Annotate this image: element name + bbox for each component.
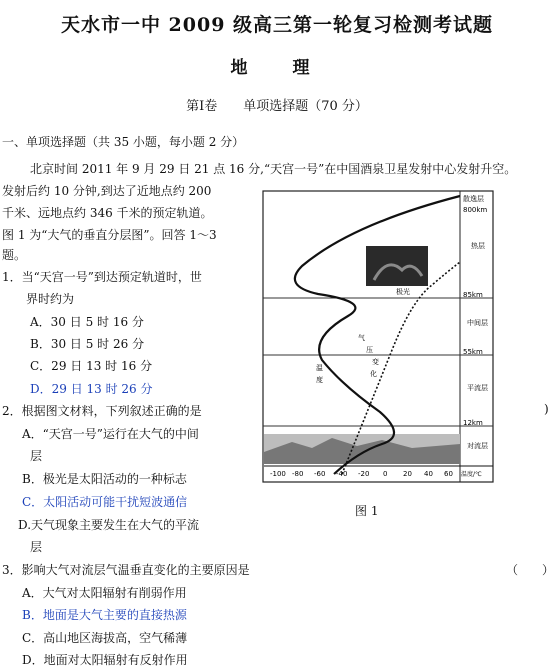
q2-option-a[interactable]: A．“天宫一号”运行在大气的中间 xyxy=(22,427,199,441)
x-tick-label: -60 xyxy=(314,470,326,478)
q1-option-b[interactable]: B．30 日 5 时 26 分 xyxy=(30,337,145,351)
question-3-stem: 3．影响大气对流层气温垂直变化的主要原因是 xyxy=(2,563,250,577)
figure-caption: 图 1 xyxy=(355,504,379,518)
x-tick-label: 20 xyxy=(403,470,412,478)
question-2-stem: 2．根据图文材料，下列叙述正确的是 xyxy=(2,404,202,418)
top-layer-label: 散逸层 xyxy=(463,195,484,203)
x-tick-label: -40 xyxy=(336,470,348,478)
x-tick-label: 60 xyxy=(444,470,453,478)
passage-line: 北京时间 2011 年 9 月 29 日 21 点 16 分,“天宫一号”在中国酒泉卫星发射中心发射升空。 xyxy=(30,162,517,176)
q1-option-a[interactable]: A．30 日 5 时 16 分 xyxy=(30,315,144,329)
aurora-label: 极光 xyxy=(396,288,410,296)
section-title: 第Ⅰ卷 单项选择题（70 分） xyxy=(186,99,368,114)
q2-option-a-cont: 层 xyxy=(30,449,43,463)
passage-line: 发射后约 10 分钟,到达了近地点约 200 xyxy=(2,184,212,198)
layer-label-mesosphere: 中间层 xyxy=(467,319,488,327)
answer-bracket: （ ） xyxy=(506,563,554,577)
x-tick-label: 40 xyxy=(424,470,433,478)
x-axis-unit: 温度/℃ xyxy=(461,471,482,478)
altitude-label: 800km xyxy=(463,206,488,214)
atmosphere-layers-figure xyxy=(262,190,494,512)
exam-title: 天水市一中 2009 级高三第一轮复习检测考试题 xyxy=(60,14,494,36)
passage-line: 千米、远地点约 346 千米的预定轨道。 xyxy=(2,206,213,220)
x-tick-label: -80 xyxy=(292,470,304,478)
x-tick-label: -100 xyxy=(270,470,286,478)
layer-label-thermosphere: 热层 xyxy=(471,242,485,250)
q1-option-c[interactable]: C．29 日 13 时 16 分 xyxy=(30,359,153,373)
curve-label-right: 化 xyxy=(370,370,377,378)
question-1-stem: 界时约为 xyxy=(26,292,75,306)
curve-label-left: 温 xyxy=(316,364,323,372)
x-tick-label: 0 xyxy=(383,470,388,478)
altitude-label: 85km xyxy=(463,291,483,299)
curve-label-left: 度 xyxy=(316,376,323,384)
layer-label-troposphere: 对流层 xyxy=(467,442,488,450)
answer-bracket: ) xyxy=(544,402,549,416)
passage-line: 题。 xyxy=(2,248,27,262)
q3-option-a[interactable]: A．大气对太阳辐射有削弱作用 xyxy=(22,586,187,600)
q1-option-d[interactable]: D．29 日 13 时 26 分 xyxy=(30,382,153,396)
q3-option-d[interactable]: D．地面对太阳辐射有反射作用 xyxy=(22,653,188,667)
q2-option-d[interactable]: D.天气现象主要发生在大气的平流 xyxy=(18,518,200,532)
curve-label-right: 变 xyxy=(372,358,379,366)
subject-title: 地 理 xyxy=(230,58,324,78)
passage-line: 图 1 为“大气的垂直分层图”。回答 1～3 xyxy=(2,228,217,242)
x-tick-label: -20 xyxy=(358,470,370,478)
q2-option-b[interactable]: B．极光是太阳活动的一种标志 xyxy=(22,472,187,486)
curve-label-right: 压 xyxy=(366,346,373,354)
q2-option-c[interactable]: C．太阳活动可能干扰短波通信 xyxy=(22,495,188,509)
q3-option-b[interactable]: B．地面是大气主要的直接热源 xyxy=(22,608,187,622)
part-heading: 一、单项选择题（共 35 小题，每小题 2 分） xyxy=(2,135,245,149)
q3-option-c[interactable]: C．高山地区海拔高，空气稀薄 xyxy=(22,631,188,645)
altitude-label: 12km xyxy=(463,419,483,427)
curve-label-right: 气 xyxy=(358,334,365,342)
q2-option-d-cont: 层 xyxy=(30,540,43,554)
layer-label-stratosphere: 平流层 xyxy=(467,384,488,392)
question-1-stem: 1．当“天宫一号”到达预定轨道时，世 xyxy=(2,270,202,284)
altitude-label: 55km xyxy=(463,348,483,356)
